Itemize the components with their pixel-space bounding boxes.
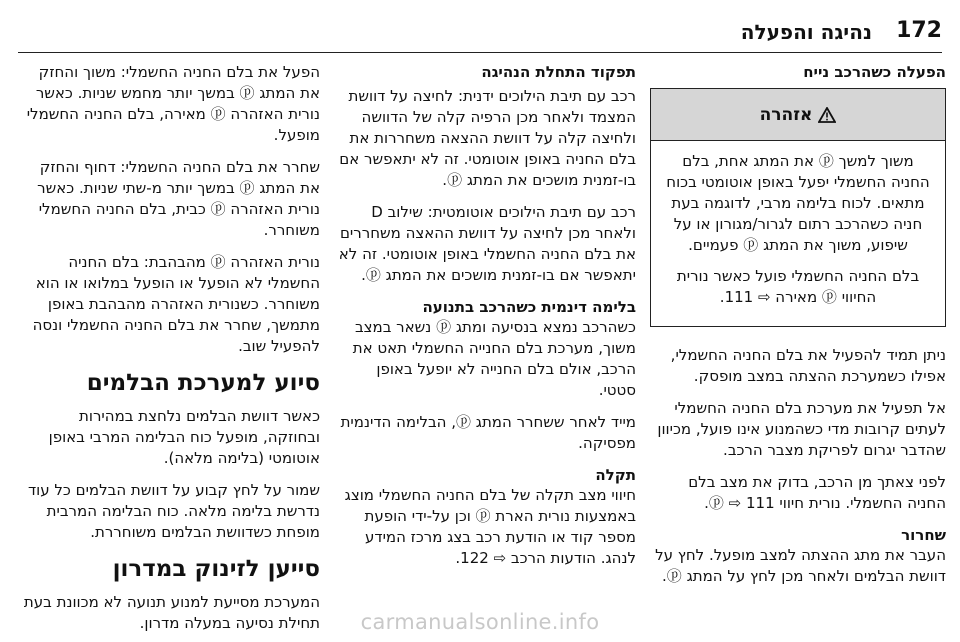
warning-triangle-icon bbox=[818, 107, 836, 123]
middle-column bbox=[336, 62, 636, 580]
paragraph: רכב עם תיבת הילוכים ידנית: לחיצה על דוושת המצמד ולאחר מכן הרפיה קלה של הדוושה ולחיצה קלה על דוושת ההצאה משחררות את בלם החניה באופן אוטומטי. זה לא יתאפשר אם בו-זמנית מושכים את המתג ⓟ. bbox=[339, 87, 636, 189]
paragraph: רכב עם תיבת הילוכים אוטומטית: שילוב D ולאחר מכן לחיצה על דוושת ההאצה משחררים את בלם החניה החשמלי באופן אוטומטי. זה לא יתאפשר אם בו-זמנית מושכים את המתג ⓟ. bbox=[338, 203, 636, 284]
warning-body bbox=[651, 141, 945, 326]
paragraph: כאשר דוושת הבלמים נלחצת במהירות ובחוזקה, מופעל כוח הבלימה המרבי באופן אוטומטי (בלימה מלאה). bbox=[48, 407, 320, 467]
subsection-title-fault: תקלה bbox=[595, 466, 636, 484]
warning-text-1: משוך למשך ⓟ את המתג אחת, בלם החניה החשמלי יפעל באופן אוטומטי בכוח מתאים. לכוח בלימה מרבי, לדוגמה בעת חניה כשהרכב רתום לגרור/מגורון או על שיפוע, משוך את המתג ⓟ פעמיים. bbox=[666, 152, 930, 254]
paragraph: העבר את מתג ההצתה למצב מופעל. לחץ על דוושת הבלמים ולאחר מכן לחץ על המתג ⓟ. bbox=[655, 546, 946, 585]
subsection-title-dynamic: בלימה דינמית כשהרכב בתנועה bbox=[422, 298, 636, 316]
warning-box bbox=[650, 88, 946, 327]
warning-text-2: בלם החניה החשמלי פועל כאשר נורית החיווי ⓟ מאירה ⇨ 111. bbox=[676, 267, 920, 306]
watermark: carmanualsonline.info bbox=[360, 610, 600, 634]
page-number: 172 bbox=[896, 18, 942, 43]
page-header bbox=[18, 14, 942, 58]
section-title-drive-away: תפקוד התחלת הנהיגה bbox=[481, 63, 636, 81]
paragraph: נורית האזהרה ⓟ מהבהבת: בלם החניה החשמלי לא הופעל או הופעל במלואו או הוא משוחרר. כשנורית האזהרה מהבהבת באופן מתמשך, שחרר את בלם החניה החשמלי ונסה להפעיל שוב. bbox=[32, 253, 320, 355]
section-title-stationary: הפעלה כשהרכב נייח bbox=[803, 63, 946, 81]
paragraph: לפני צאתך מן הרכב, בדוק את מצב בלם החניה החשמלי. נורית חיווי ⓟ ⇨ 111. bbox=[688, 473, 946, 512]
paragraph: שחרר את בלם החניה החשמלי: דחוף והחזק את המתג ⓟ במשך יותר מ-שתי שניות. כאשר נורית האזהרה ⓟ כבית, בלם החניה החשמלי משוחרר. bbox=[37, 158, 320, 239]
paragraph: חיווי מצב תקלה של בלם החניה החשמלי מוצג באמצעות נורית הארת ⓟ וכן על-ידי הופעת מספר קוד או הודעת רכב בצג מרכז המידע לנהג. הודעות הרכב ⇨ 122. bbox=[344, 486, 636, 567]
warning-label: אזהרה bbox=[759, 104, 813, 125]
paragraph: המערכת מסייעת למנוע תנועה לא מכוונת בעת תחילת נסיעה במעלה מדרון. bbox=[23, 593, 320, 632]
paragraph: אל תפעיל את מערכת בלם החניה החשמלי לעתים קרובות מדי כשהמנוע אינו פועל, מכיוון שהדבר יגרום לפריקת מצבר הרכב. bbox=[657, 399, 946, 459]
right-column bbox=[650, 62, 946, 598]
heading-hill-start-assist: סייען לזינוק במדרון bbox=[112, 556, 320, 582]
heading-brake-assist: סיוע למערכת הבלמים bbox=[86, 370, 320, 396]
paragraph: כשהרכב נמצא בנסיעה ומתג ⓟ נשאר במצב משוך, מערכת בלם החנייה החשמלי תאט את הרכב, אולם בלם החנייה לא יופעל באופן סטטי. bbox=[352, 318, 636, 399]
paragraph: הפעל את בלם החניה החשמלי: משוך והחזק את המתג ⓟ במשך יותר מחמש שניות. כאשר נורית האזהרה ⓟ מאירה, בלם החניה החשמלי מופעל. bbox=[26, 63, 320, 144]
chapter-title: נהיגה והפעלה bbox=[740, 20, 872, 44]
subsection-title-release: שחרור bbox=[901, 526, 946, 544]
paragraph: ניתן תמיד להפעיל את בלם החניה החשמלי, אפילו כשמערכת ההצתה במצב מופסק. bbox=[670, 346, 946, 385]
header-divider bbox=[18, 52, 942, 53]
warning-header bbox=[651, 89, 945, 141]
paragraph: מייד לאחר ששחרר המתג ⓟ, הבלימה הדינמית מפסיקה. bbox=[340, 413, 636, 452]
left-column bbox=[20, 62, 320, 642]
paragraph: שמור על לחץ קבוע על דוושת הבלמים כל עוד נדרשת בלימה מלאה. כוח הבלימה המרבית מופחת כשדוושת הבלמים משוחררת. bbox=[27, 481, 320, 541]
